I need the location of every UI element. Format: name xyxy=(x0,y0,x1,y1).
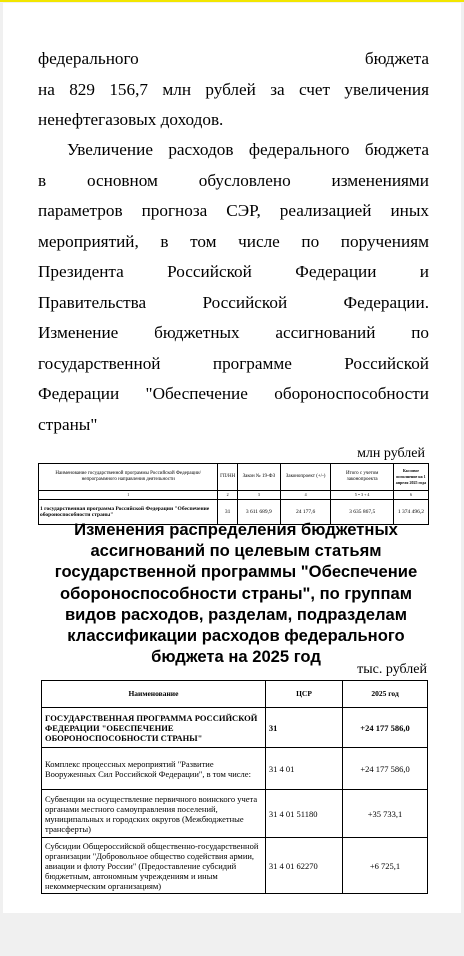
table-header-cell: Кассовое исполнение на 1 апреля 2025 года xyxy=(393,464,428,491)
value-cell: +35 733,1 xyxy=(343,790,428,838)
program-name-cell: 1 государственная программа Российской Федерации "Обеспечение обороноспособности страны" xyxy=(39,500,218,525)
row-name-cell: Комплекс процессных мероприятий "Развитие Вооруженных Сил Российской Федерации", в том числе: xyxy=(42,748,266,790)
text-line: Правительства Российской Федерации. xyxy=(38,292,429,312)
column-number: 3 xyxy=(237,491,280,500)
value-cell: +6 725,1 xyxy=(343,838,428,894)
table-cell: 3 635 867,5 xyxy=(331,500,393,525)
text-line: ненефтегазовых доходов. xyxy=(38,110,224,129)
column-number: 1 xyxy=(39,491,218,500)
paragraph-revenue xyxy=(38,44,429,136)
row-name-cell: Субсидии Общероссийской общественно-государственной организации "Добровольное общество содействия армии, авиации и флоту России" (Предоставление субсидий бюджетным, автономным учреждениям и иным некоммерческим организациям) xyxy=(42,838,266,894)
row-name-cell: Субвенции на осуществление первичного воинского учета органами местного самоуправления поселений, муниципальных и городских округов (Межбюджетные трансферты) xyxy=(42,790,266,838)
text-line: параметров прогноза СЭР, реализацией иных xyxy=(38,201,429,220)
table-header-cell: ГП/НН xyxy=(218,464,238,491)
text-line: на 829 156,7 млн рублей за счет увеличения xyxy=(38,79,429,99)
section-heading: Изменения распределения бюджетных ассигнований по целевым статьям государственной программы "Обеспечение обороноспособности страны", по группам видов расходов, разделам, подразделам классификации расходов федерального бюджета на 2025 год xyxy=(54,520,418,667)
text-line: Президента Российской Федерации и xyxy=(38,262,429,281)
csr-cell: 31 4 01 xyxy=(265,748,342,790)
text-line: государственной программе Российской xyxy=(38,353,429,373)
table-row xyxy=(42,838,428,894)
table-cell: 24 177,6 xyxy=(280,500,331,525)
text-line: федерального бюджета xyxy=(38,49,429,68)
csr-cell: 31 4 01 51180 xyxy=(265,790,342,838)
unit-label-mln: млн рублей xyxy=(357,446,425,461)
csr-cell: 31 4 01 62270 xyxy=(265,838,342,894)
table-cell: 1 374 496,2 xyxy=(393,500,428,525)
column-number: 2 xyxy=(218,491,238,500)
csr-cell: 31 xyxy=(265,708,342,748)
value-cell: +24 177 586,0 xyxy=(343,748,428,790)
table-header-row xyxy=(42,681,428,708)
top-edge-line xyxy=(0,0,464,2)
document-page xyxy=(3,3,461,913)
table-header-row xyxy=(39,464,429,491)
table-row xyxy=(42,708,428,748)
text-line: Федерации "Обеспечение обороноспособности xyxy=(38,384,429,403)
unit-label-thousand: тыс. рублей xyxy=(357,662,427,677)
table-header-cell: Итого с учетом законопроекта xyxy=(331,464,393,491)
program-summary-table xyxy=(38,463,429,525)
row-name-cell: ГОСУДАРСТВЕННАЯ ПРОГРАММА РОССИЙСКОЙ ФЕДЕРАЦИИ "ОБЕСПЕЧЕНИЕ ОБОРОНОСПОСОБНОСТИ СТРАНЫ" xyxy=(42,708,266,748)
table-header-cell: Наименование xyxy=(42,681,266,708)
text-line: страны" xyxy=(38,414,98,434)
table-header-cell: ЦСР xyxy=(265,681,342,708)
table-header-cell: Законопроект (+/-) xyxy=(280,464,331,491)
text-line: Увеличение расходов федерального бюджета xyxy=(67,140,429,159)
table-cell: 3 611 689,9 xyxy=(237,500,280,525)
allocation-table xyxy=(41,680,428,894)
table-row xyxy=(42,790,428,838)
value-cell: +24 177 586,0 xyxy=(343,708,428,748)
text-line: Изменение бюджетных ассигнований по xyxy=(38,323,429,342)
table-cell: 31 xyxy=(218,500,238,525)
text-line: мероприятий, в том числе по поручениям xyxy=(38,231,429,251)
table-row xyxy=(42,748,428,790)
table-header-cell: Закон № 19-ФЗ xyxy=(237,464,280,491)
table-number-row xyxy=(39,491,429,500)
column-number: 5 = 3 + 4 xyxy=(331,491,393,500)
column-number: 4 xyxy=(280,491,331,500)
text-line: в основном обусловлено изменениями xyxy=(38,170,429,190)
column-number: 6 xyxy=(393,491,428,500)
table-header-cell: Наименование государственной программы Российской Федерации/ непрограммного направления деятельности xyxy=(39,464,218,491)
paragraph-expenses xyxy=(38,135,429,440)
table-header-cell: 2025 год xyxy=(343,681,428,708)
